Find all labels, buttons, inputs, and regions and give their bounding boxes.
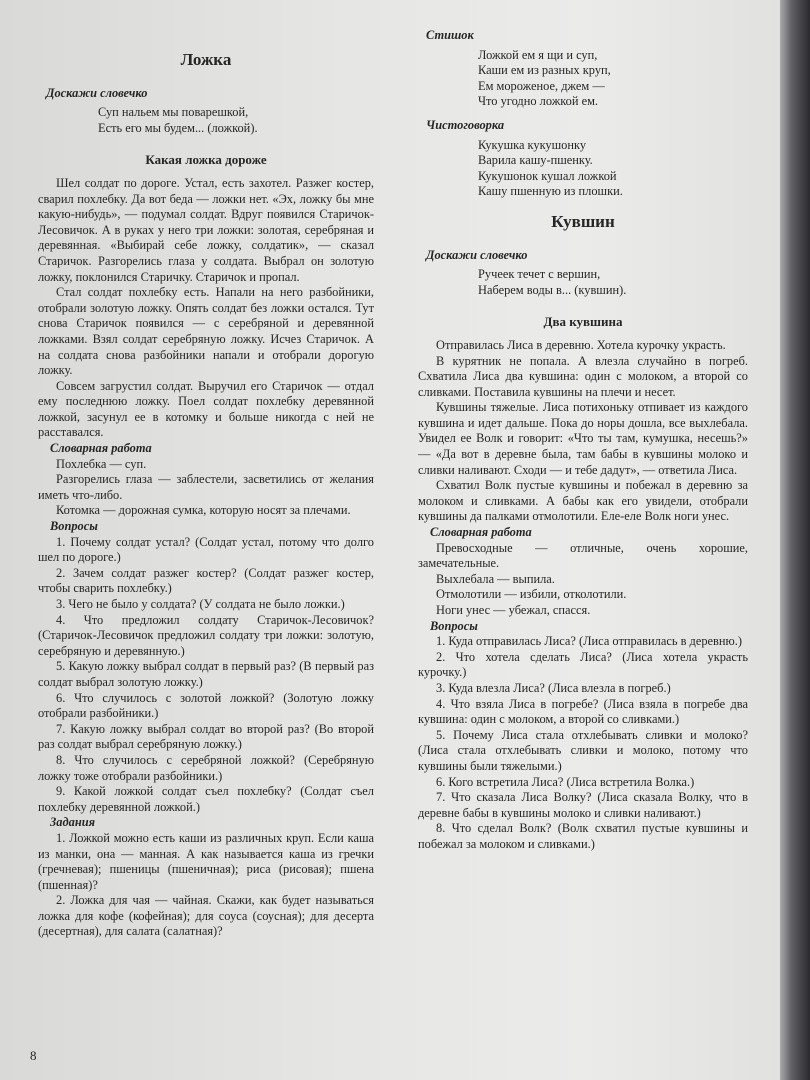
vocab-item: Отмолотили — избили, отколотили.: [436, 587, 627, 602]
verse-line: Что угодно ложкой ем.: [478, 94, 599, 109]
questions-heading: Вопросы: [430, 618, 478, 633]
page-edge-shadow: [780, 0, 810, 1080]
left-column: [38, 38, 374, 940]
story-title: Два кувшина: [543, 314, 623, 330]
question-item: 4. Что предложил солдату Старичок-Лесовичок? (Старичок-Лесовичок предложил солдату три ложки: золотую, серебряную и деревянную.): [38, 612, 374, 658]
verse-line: Ем мороженое, джем —: [478, 78, 605, 93]
question-item: 2. Что хотела сделать Лиса? (Лиса хотела украсть курочку.): [418, 649, 748, 680]
question-item: 3. Куда влезла Лиса? (Лиса влезла в погреб.): [436, 680, 671, 695]
story-paragraph: Совсем загрустил солдат. Выручил его Старичок — отдал ему последнюю ложку. Поел солдат похлебку деревянной ложкой, засунул ее в котомку и больше никогда с ней не расставался.: [38, 378, 374, 440]
question-item: 4. Что взяла Лиса в погребе? (Лиса взяла в погребе два кувшина: один с молоком, а второй со сливками.): [418, 696, 748, 727]
story-title: Какая ложка дороже: [145, 152, 267, 168]
verse-line: Кукушонок кушал ложкой: [478, 168, 617, 183]
vocab-heading: Словарная работа: [430, 525, 532, 540]
poem-verse: [478, 48, 748, 110]
vocab-item: Похлебка — суп.: [56, 456, 147, 471]
section-title-jug: Кувшин: [551, 211, 615, 231]
question-item: 1. Почему солдат устал? (Солдат устал, потому что долго шел по дороге.): [38, 534, 374, 565]
vocab-item: Котомка — дорожная сумка, которую носят за плечами.: [56, 503, 351, 518]
right-column: [418, 28, 748, 853]
vocab-item: Выхлебала — выпила.: [436, 571, 555, 586]
verse-line: Есть его мы будем... (ложкой).: [98, 120, 258, 135]
riddle-verse: [478, 267, 748, 298]
question-item: 5. Какую ложку выбрал солдат в первый раз? (В первый раз солдат выбрал золотую ложку.): [38, 659, 374, 689]
story-paragraph: Отправилась Лиса в деревню. Хотела курочку украсть.: [436, 337, 726, 352]
riddle-verse: [98, 105, 374, 136]
question-item: 6. Кого встретила Лиса? (Лиса встретила Волка.): [436, 774, 695, 789]
verse-line: Каши ем из разных круп,: [478, 63, 611, 78]
question-item: 7. Что сказала Лиса Волку? (Лиса сказала Волку, что в деревне бабы в кувшины молоко и сливки наливают.): [418, 790, 748, 820]
verse-line: Ложкой ем я щи и суп,: [478, 47, 598, 62]
verse-line: Наберем воды в... (кувшин).: [478, 282, 627, 297]
verse-line: Кашу пшенную из плошки.: [478, 184, 623, 199]
question-item: 7. Какую ложку выбрал солдат во второй раз? (Во второй раз солдат выбрал серебряную ложку.): [38, 721, 374, 752]
question-item: 9. Какой ложкой солдат съел похлебку? (Солдат съел похлебку деревянной ложкой.): [38, 784, 374, 814]
page-number: 8: [30, 1048, 37, 1063]
story-paragraph: Схватил Волк пустые кувшины и побежал в деревню за молоком и сливками. А бабы как его увидели, отобрали кувшины да палками отмолотили. Еле-еле Волк ноги унес.: [418, 478, 748, 524]
poem-heading: Стишок: [426, 28, 474, 42]
story-paragraph: Кувшины тяжелые. Лиса потихоньку отпивает из каждого кувшина и идет дальше. Пока до норы дошла, все выхлебала. Увидел ее Волк и говорит: «Что ты там, кумушка, несешь?» — «Да вот в деревне была, там бабы в кувшины молоко и сливки наливают. Сходи — и тебе дадут», — ответила Лиса.: [418, 400, 748, 477]
story-paragraph: Стал солдат похлебку есть. Напали на него разбойники, отобрали золотую ложку. Опять солдат без ложки остался. Тут снова Старичок появился — с серебряной и деревянной ложками. Взял солдат серебряную ложку. Исчез Старичок. А на солдата снова разбойники напали и отобрали дорогую ложку.: [38, 285, 374, 378]
question-item: 5. Почему Лиса стала отхлебывать сливки и молоко? (Лиса стала отхлебывать сливки и молоко, потому что кувшины были тяжелыми.): [418, 727, 748, 773]
vocab-item: Ноги унес — убежал, спасся.: [436, 603, 591, 617]
tongue-twister-heading: Чистоговорка: [426, 117, 505, 132]
verse-line: Ручеек течет с вершин,: [478, 267, 601, 282]
tongue-twister-verse: [478, 138, 748, 200]
task-item: 2. Ложка для чая — чайная. Скажи, как будет называться ложка для кофе (кофейная); для соуса (соусная); для десерта (десертная), для салата (салатная)?: [38, 893, 374, 939]
story-paragraph: В курятник не попала. А влезла случайно в погреб. Схватила Лиса два кувшина: один с молоком, а второй со сливками. Поставила кувшины на плечи и несет.: [418, 353, 748, 399]
section-title-spoon: Ложка: [180, 50, 232, 69]
verse-line: Суп нальем мы поварешкой,: [98, 105, 249, 120]
question-item: 8. Что сделал Волк? (Волк схватил пустые кувшины и побежал за молоком и сливками.): [418, 821, 748, 851]
vocab-heading: Словарная работа: [50, 441, 152, 456]
question-item: 3. Чего не было у солдата? (У солдата не было ложки.): [56, 597, 345, 611]
questions-heading: Вопросы: [50, 519, 98, 534]
vocab-item: Разгорелись глаза — заблестели, засветились от желания иметь что-либо.: [38, 472, 374, 502]
riddle-heading: Доскажи словечко: [426, 247, 528, 262]
tasks-heading: Задания: [50, 815, 95, 830]
question-item: 1. Куда отправилась Лиса? (Лиса отправилась в деревню.): [436, 634, 743, 649]
question-item: 2. Зачем солдат разжег костер? (Солдат разжег костер, чтобы сварить похлебку.): [38, 565, 374, 596]
question-item: 8. Что случилось с серебряной ложкой? (Серебряную ложку тоже отобрали разбойники.): [38, 752, 374, 783]
story-paragraph: Шел солдат по дороге. Устал, есть захотел. Разжег костер, сварил похлебку. Да вот беда — ложки нет. «Эх, ложку бы мне какую-нибудь», — подумал солдат. Вдруг появился Старичок-Лесовичок. А в руках у него три ложки: золотая, серебряная и деревянная. «Выбирай себе ложку, солдатик», — сказал Старичок. Разгорелись глаза у солдата. Выбрал он золотую ложку, поклонился Старичку. Старичок и пропал.: [38, 175, 374, 284]
question-item: 6. Что случилось с золотой ложкой? (Золотую ложку отобрали разбойники.): [38, 690, 374, 721]
vocab-item: Превосходные — отличные, очень хорошие, замечательные.: [418, 540, 748, 571]
verse-line: Кукушка кукушонку: [478, 137, 587, 152]
verse-line: Варила кашу-пшенку.: [478, 153, 593, 168]
riddle-heading: Доскажи словечко: [46, 85, 148, 100]
task-item: 1. Ложкой можно есть каши из различных круп. Если каша из манки, она — манная. А как называется каша из гречки (гречневая); пшеницы (пшеничная); риса (рисовая); пшена (пшенная)?: [38, 830, 374, 892]
